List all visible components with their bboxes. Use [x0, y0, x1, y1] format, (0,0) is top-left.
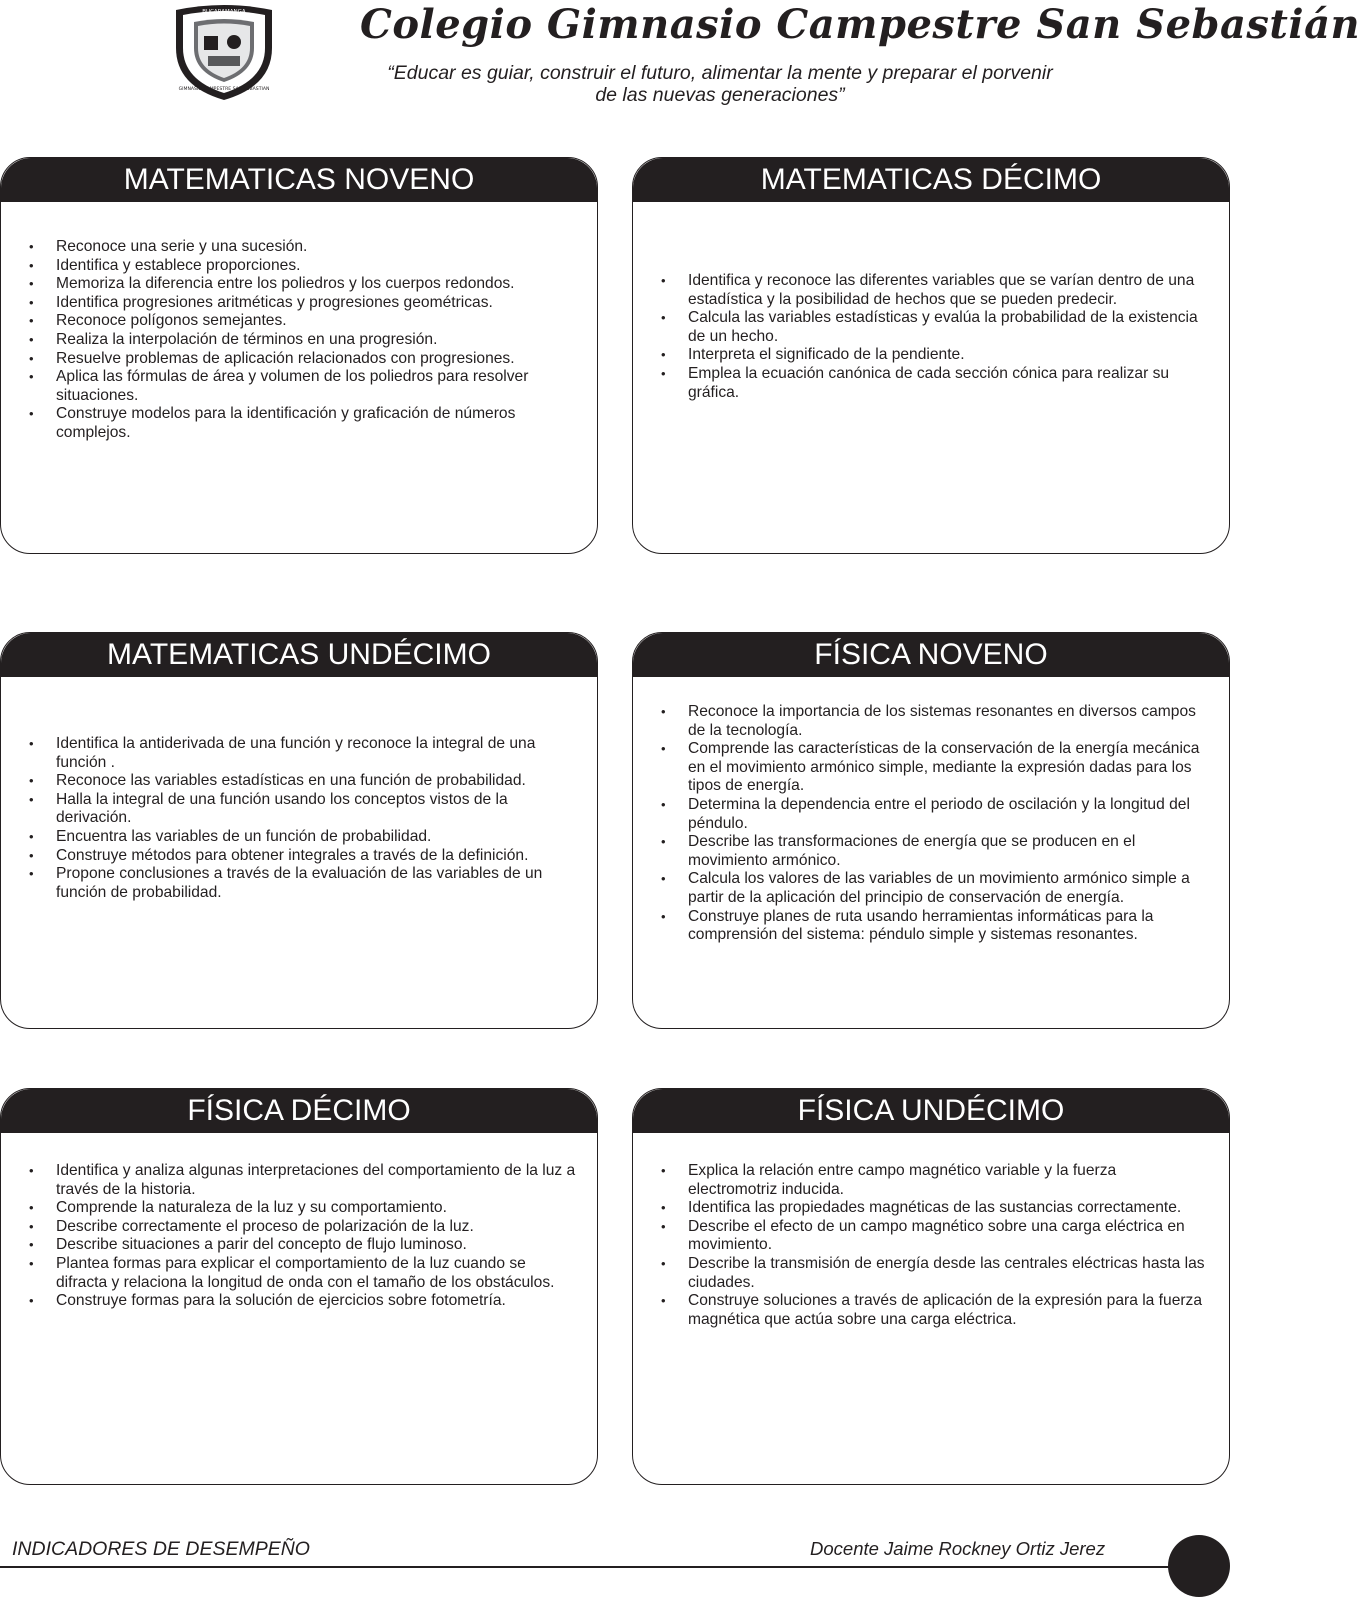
indicator-list: [633, 703, 1229, 945]
list-item: • Calcula los valores de las variables de un movimiento armónico simple a partir de la aplicación del principio de conservación de energía.: [633, 870, 1209, 907]
list-item: • Describe la transmisión de energía desde las centrales eléctricas hasta las ciudades.: [633, 1255, 1209, 1292]
card-fisica-decimo: [0, 1088, 598, 1485]
logo-ring-text: GIMNASIO CAMPESTRE SAN SEBASTIAN: [178, 87, 270, 92]
card-matematicas-noveno: [0, 157, 598, 554]
list-item: • Propone conclusiones a través de la evaluación de las variables de un función de probabilidad.: [1, 865, 577, 902]
list-item: • Memoriza la diferencia entre los poliedros y los cuerpos redondos.: [1, 275, 577, 294]
footer-divider: [0, 1566, 1170, 1568]
motto-line-1: “Educar es guiar, construir el futuro, alimentar la mente y preparar el porvenir: [387, 62, 1053, 84]
list-item: • Comprende las características de la conservación de la energía mecánica en el movimiento armónico simple, mediante la expresión dadas para los tipos de energía.: [633, 740, 1209, 796]
list-item: • Encuentra las variables de un función de probabilidad.: [1, 828, 577, 847]
card-title: MATEMATICAS NOVENO: [1, 158, 597, 202]
motto-line-2: de las nuevas generaciones”: [595, 84, 845, 106]
indicator-list: [1, 1162, 597, 1311]
list-item: • Aplica las fórmulas de área y volumen de los poliedros para resolver situaciones.: [1, 368, 577, 405]
list-item: • Realiza la interpolación de términos en una progresión.: [1, 331, 577, 350]
school-crest-logo: [168, 2, 280, 102]
list-item: • Construye planes de ruta usando herramientas informáticas para la comprensión del sistema: péndulo simple y sistemas resonantes.: [633, 908, 1209, 945]
list-item: • Reconoce una serie y una sucesión.: [1, 238, 577, 257]
logo-top-text: BUCARAMANGA: [202, 9, 246, 15]
card-title: FÍSICA NOVENO: [633, 633, 1229, 677]
list-item: • Halla la integral de una función usando los conceptos vistos de la derivación.: [1, 791, 577, 828]
list-item: • Construye formas para la solución de ejercicios sobre fotometría.: [1, 1292, 577, 1311]
indicator-list: [633, 272, 1229, 402]
school-motto: [350, 62, 1090, 106]
card-fisica-undecimo: [632, 1088, 1230, 1485]
list-item: • Reconoce la importancia de los sistemas resonantes en diversos campos de la tecnología.: [633, 703, 1209, 740]
list-item: • Identifica las propiedades magnéticas de las sustancias correctamente.: [633, 1199, 1209, 1218]
list-item: • Interpreta el significado de la pendiente.: [633, 346, 1209, 365]
card-title: MATEMATICAS DÉCIMO: [633, 158, 1229, 202]
list-item: • Comprende la naturaleza de la luz y su comportamiento.: [1, 1199, 577, 1218]
list-item: • Plantea formas para explicar el comportamiento de la luz cuando se difracta y relaciona la longitud de onda con el tamaño de los obstáculos.: [1, 1255, 577, 1292]
list-item: • Emplea la ecuación canónica de cada sección cónica para realizar su gráfica.: [633, 365, 1209, 402]
list-item: • Identifica y reconoce las diferentes variables que se varían dentro de una estadística y la posibilidad de hechos que se pueden predecir.: [633, 272, 1209, 309]
card-matematicas-decimo: [632, 157, 1230, 554]
card-title: FÍSICA UNDÉCIMO: [633, 1089, 1229, 1133]
list-item: • Describe el efecto de un campo magnético sobre una carga eléctrica en movimiento.: [633, 1218, 1209, 1255]
list-item: • Reconoce las variables estadísticas en una función de probabilidad.: [1, 772, 577, 791]
list-item: • Construye métodos para obtener integrales a través de la definición.: [1, 847, 577, 866]
indicator-list: [1, 735, 597, 902]
card-matematicas-undecimo: [0, 632, 598, 1029]
list-item: • Determina la dependencia entre el periodo de oscilación y la longitud del péndulo.: [633, 796, 1209, 833]
list-item: • Resuelve problemas de aplicación relacionados con progresiones.: [1, 350, 577, 369]
list-item: • Describe correctamente el proceso de polarización de la luz.: [1, 1218, 577, 1237]
card-title: FÍSICA DÉCIMO: [1, 1089, 597, 1133]
indicator-list: [1, 238, 597, 443]
list-item: • Construye soluciones a través de aplicación de la expresión para la fuerza magnética que actúa sobre una carga eléctrica.: [633, 1292, 1209, 1329]
footer-section-title: INDICADORES DE DESEMPEÑO: [12, 1538, 310, 1560]
list-item: • Calcula las variables estadísticas y evalúa la probabilidad de la existencia de un hecho.: [633, 309, 1209, 346]
footer-teacher-name: Docente Jaime Rockney Ortiz Jerez: [810, 1538, 1106, 1559]
page-marker-circle: [1168, 1535, 1230, 1597]
card-title: MATEMATICAS UNDÉCIMO: [1, 633, 597, 677]
list-item: • Identifica y analiza algunas interpretaciones del comportamiento de la luz a través de la historia.: [1, 1162, 577, 1199]
list-item: • Describe las transformaciones de energía que se producen en el movimiento armónico.: [633, 833, 1209, 870]
school-name: Colegio Gimnasio Campestre San Sebastián: [360, 1, 1360, 48]
list-item: • Identifica la antiderivada de una función y reconoce la integral de una función .: [1, 735, 577, 772]
list-item: • Describe situaciones a parir del concepto de flujo luminoso.: [1, 1236, 577, 1255]
indicator-list: [633, 1162, 1229, 1329]
list-item: • Explica la relación entre campo magnético variable y la fuerza electromotriz inducida.: [633, 1162, 1209, 1199]
list-item: • Reconoce polígonos semejantes.: [1, 312, 577, 331]
list-item: • Identifica y establece proporciones.: [1, 257, 577, 276]
page-header: [0, 0, 1360, 120]
list-item: • Construye modelos para la identificación y graficación de números complejos.: [1, 405, 577, 442]
list-item: • Identifica progresiones aritméticas y progresiones geométricas.: [1, 294, 577, 313]
card-fisica-noveno: [632, 632, 1230, 1029]
